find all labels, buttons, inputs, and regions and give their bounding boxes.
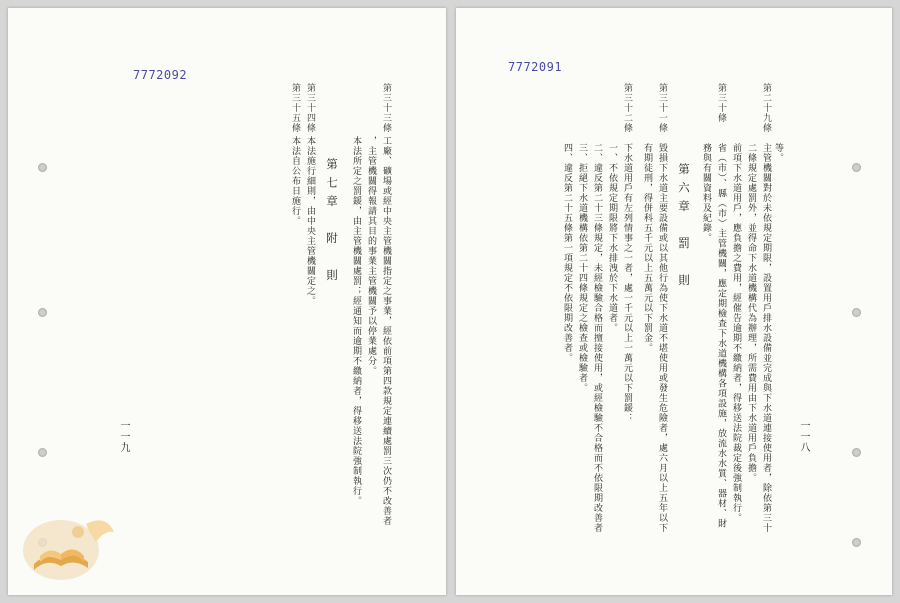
text-line: 工廠、礦場或經中央主管機關指定之事業，經依前項第四款規定連續處罰三次仍不改善者 xyxy=(381,136,391,526)
text-line: 主管機關對於未依規定期限，設置用戶排水設備並完成與下水道連接使用者，除依第三十 xyxy=(761,143,771,533)
text-line: 有期徒刑，得併科五千元以上五萬元以下罰金。 xyxy=(642,143,652,353)
punch-hole-icon xyxy=(38,163,47,172)
article-heading: 第三十條 xyxy=(716,83,726,123)
text-line: 本法所定之罰鍰，由主管機關處罰；經通知而逾期不繳納者，得移送法院強制執行。 xyxy=(351,136,361,506)
list-item: 二、違反第二十三條規定，未經檢驗合格而擅接使用，或經檢驗不合格而不依限期改善者 xyxy=(592,143,602,533)
right-page xyxy=(456,8,892,595)
archive-logo-icon xyxy=(16,502,126,587)
text-line: 本法施行細則，由中央主管機關定之。 xyxy=(305,136,315,306)
page-number: 一一八 xyxy=(798,420,809,453)
article-heading: 第三十一條 xyxy=(657,83,667,133)
left-page xyxy=(8,8,446,595)
punch-hole-icon xyxy=(852,163,861,172)
archive-stamp-number: 7772092 xyxy=(133,68,188,82)
page-number: 一一九 xyxy=(118,420,129,453)
text-line: 省（市）、縣（市）主管機關，應定期檢查下水道機構各項設施，放流水水質、器材、財 xyxy=(716,143,726,529)
text-line: 二條規定處罰外，並得命下水道機構代為辦理，所需費用由下水道用戶負擔。 xyxy=(746,143,756,483)
list-item: 四、違反第二十五條第一項規定不依限期改善者。 xyxy=(562,143,572,363)
text-line: 毀損下水道主要設備或以其他行為使下水道不堪使用或發生危險者，處六月以上五年以下 xyxy=(657,143,667,533)
text-line: 下水道用戶有左列情事之一者，處一千元以上一萬元以下罰鍰： xyxy=(622,143,632,423)
chapter-title: 第七章 附 則 xyxy=(325,158,339,288)
article-heading: 第二十九條 xyxy=(761,83,771,133)
punch-hole-icon xyxy=(852,448,861,457)
text-line: 等。 xyxy=(773,143,783,163)
text-line: 務與有關資料及紀錄。 xyxy=(701,143,711,243)
article-heading: 第三十三條 xyxy=(381,83,391,133)
punch-hole-icon xyxy=(38,308,47,317)
punch-hole-icon xyxy=(852,538,861,547)
punch-hole-icon xyxy=(38,448,47,457)
archive-stamp-number: 7772091 xyxy=(508,60,563,74)
list-item: 一、不依規定期限將下水排洩於下水道者。 xyxy=(607,143,617,333)
article-heading: 第三十五條 xyxy=(290,83,300,133)
text-line: 本法自公布日施行。 xyxy=(290,136,300,226)
chapter-title: 第六章 罰 則 xyxy=(677,163,691,293)
article-heading: 第三十四條 xyxy=(305,83,315,133)
text-line: ，主管機關得報請其目的事業主管機關予以停業處分。 xyxy=(366,136,376,376)
list-item: 三、拒絕下水道機構依第二十四條規定之檢查或檢驗者。 xyxy=(577,143,587,393)
punch-hole-icon xyxy=(852,308,861,317)
article-heading: 第三十二條 xyxy=(622,83,632,133)
text-line: 前項下水道用戶，應負擔之費用，經催告逾期不繳納者，得移送法院裁定後強制執行。 xyxy=(731,143,741,523)
